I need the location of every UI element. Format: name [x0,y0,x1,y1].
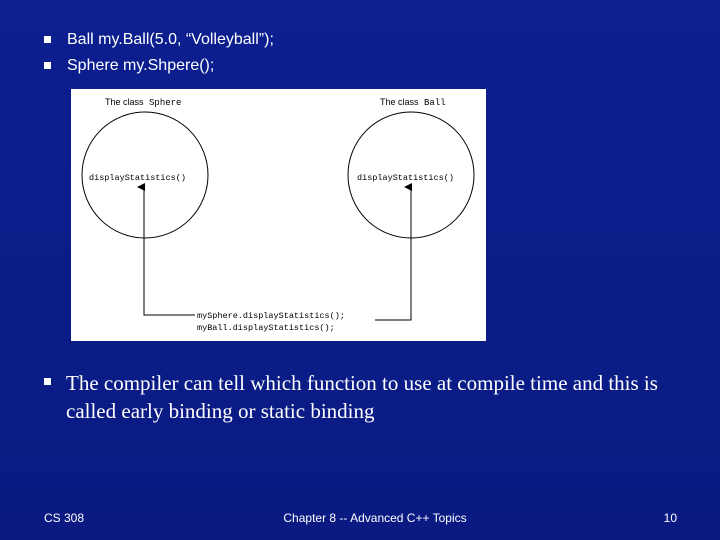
bullet-text: The compiler can tell which function to use at compile time and this is called early binding or static binding [66,371,658,423]
bullet-square-icon [44,62,51,69]
sphere-call-statement: mySphere.displayStatistics(); [197,311,345,321]
bullet-text: Ball my.Ball(5.0, “Volleyball”); [67,31,274,48]
footer-chapter: Chapter 8 -- Advanced C++ Topics [283,511,467,525]
binding-diagram [71,89,486,341]
bullet-item [44,56,214,76]
ball-call-arrow [375,187,411,320]
bullet-square-icon [44,36,51,43]
sphere-method-label: displayStatistics() [89,173,186,183]
bullet-text: Sphere my.Shpere(); [67,57,215,74]
left-class-title: The class Sphere [105,97,182,108]
bullet-item [44,30,274,50]
right-class-title: The class Ball [380,97,446,108]
sphere-call-arrow [144,187,195,315]
ball-method-label: displayStatistics() [357,173,454,183]
footer-course: CS 308 [44,511,85,525]
bullet-item [44,369,664,425]
ball-call-statement: myBall.displayStatistics(); [197,323,335,333]
footer-page-number: 10 [663,511,677,525]
bullet-square-icon [44,378,51,385]
